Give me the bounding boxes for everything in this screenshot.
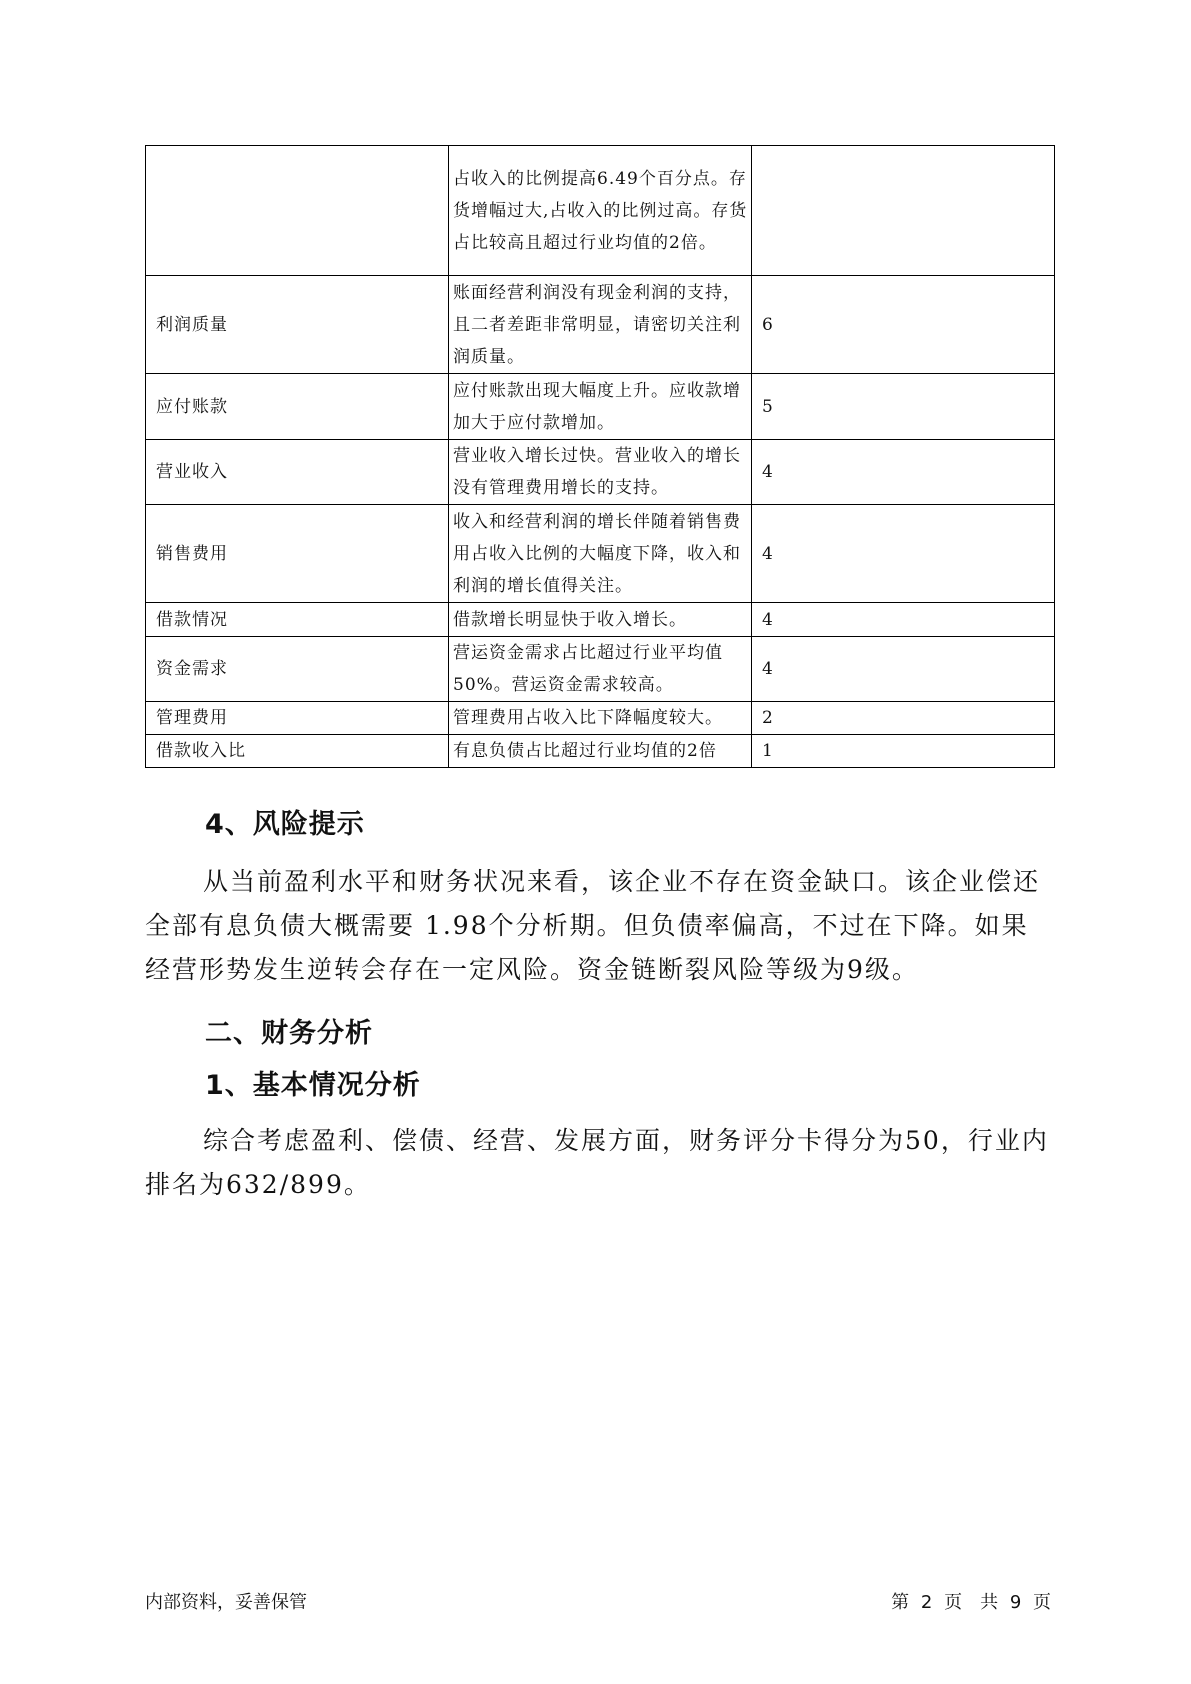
page-total: 9 — [1009, 1592, 1022, 1613]
table-row — [146, 440, 1055, 505]
table-row — [146, 603, 1055, 637]
risk-heading: 4、风险提示 — [205, 809, 365, 840]
table-row — [146, 146, 1055, 276]
indicator-cell: 资金需求 — [146, 637, 449, 702]
indicator-cell: 利润质量 — [146, 276, 449, 374]
score-cell: 1 — [752, 735, 1055, 768]
finance-heading: 二、财务分析 — [205, 1018, 373, 1049]
description-cell: 占收入的比例提高6.49个百分点。存货增幅过大,占收入的比例过高。存货占比较高且超过行业均值的2倍。 — [449, 146, 752, 276]
description-cell: 管理费用占收入比下降幅度较大。 — [449, 702, 752, 735]
page-prefix: 第 — [891, 1592, 910, 1613]
indicator-cell — [146, 146, 449, 276]
description-cell: 营业收入增长过快。营业收入的增长没有管理费用增长的支持。 — [449, 440, 752, 505]
score-cell: 4 — [752, 637, 1055, 702]
basic-analysis-heading: 1、基本情况分析 — [205, 1070, 421, 1101]
description-cell: 借款增长明显快于收入增长。 — [449, 603, 752, 637]
indicator-cell: 销售费用 — [146, 505, 449, 603]
score-cell: 4 — [752, 440, 1055, 505]
confidential-note: 内部资料，妥善保管 — [145, 1592, 307, 1613]
score-cell: 4 — [752, 505, 1055, 603]
indicator-cell: 借款情况 — [146, 603, 449, 637]
page-suffix: 页 — [1033, 1592, 1051, 1613]
description-cell: 营运资金需求占比超过行业平均值50%。营运资金需求较高。 — [449, 637, 752, 702]
page-current: 2 — [920, 1592, 933, 1613]
table-row — [146, 735, 1055, 768]
risk-indicator-table — [145, 145, 1055, 768]
indicator-cell: 营业收入 — [146, 440, 449, 505]
table-row — [146, 505, 1055, 603]
risk-paragraph: 从当前盈利水平和财务状况来看，该企业不存在资金缺口。该企业偿还全部有息负债大概需要 1.98个分析期。但负债率偏高，不过在下降。如果经营形势发生逆转会存在一定风险。资金链断裂风险等级为9级。 — [145, 867, 1041, 984]
indicator-cell: 应付账款 — [146, 374, 449, 440]
indicator-cell: 借款收入比 — [146, 735, 449, 768]
table-row — [146, 374, 1055, 440]
score-cell: 6 — [752, 276, 1055, 374]
score-cell: 5 — [752, 374, 1055, 440]
table-row — [146, 637, 1055, 702]
score-cell: 2 — [752, 702, 1055, 735]
page-mid: 页 共 — [944, 1592, 999, 1613]
page-number — [888, 1588, 1054, 1614]
description-cell: 有息负债占比超过行业均值的2倍 — [449, 735, 752, 768]
description-cell: 账面经营利润没有现金利润的支持，且二者差距非常明显，请密切关注利润质量。 — [449, 276, 752, 374]
score-cell — [752, 146, 1055, 276]
table-row — [146, 702, 1055, 735]
description-cell: 收入和经营利润的增长伴随着销售费用占收入比例的大幅度下降，收入和利润的增长值得关注。 — [449, 505, 752, 603]
table-row — [146, 276, 1055, 374]
indicator-cell: 管理费用 — [146, 702, 449, 735]
description-cell: 应付账款出现大幅度上升。应收款增加大于应付款增加。 — [449, 374, 752, 440]
basic-analysis-paragraph: 综合考虑盈利、偿债、经营、发展方面，财务评分卡得分为50，行业内排名为632/899。 — [145, 1126, 1049, 1199]
score-cell: 4 — [752, 603, 1055, 637]
